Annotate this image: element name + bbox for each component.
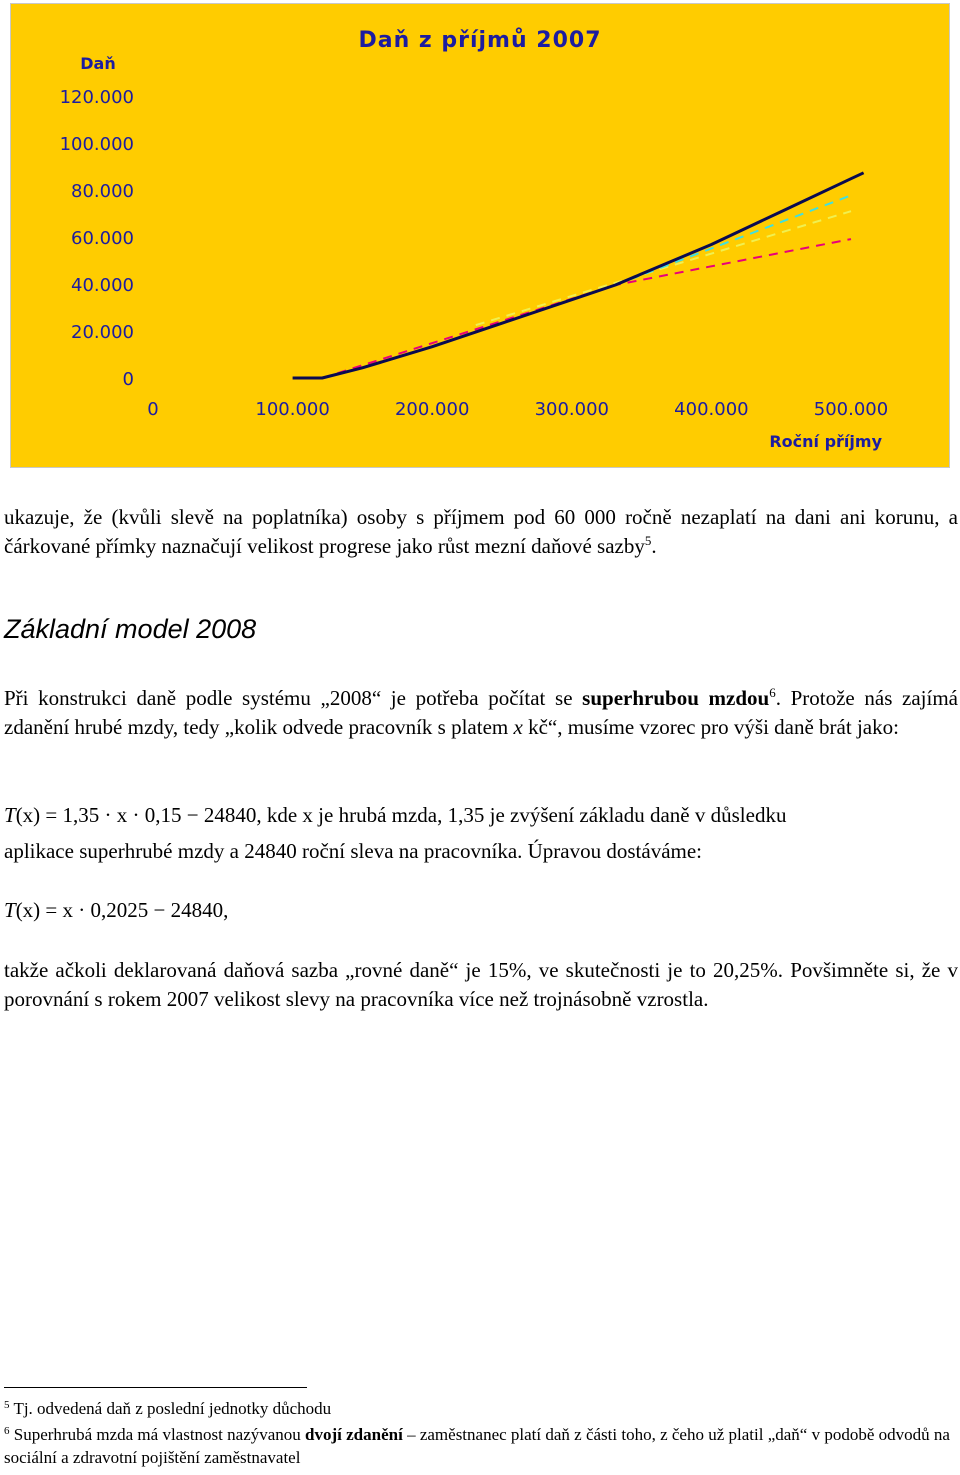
x-tick-label: 400.000 (674, 399, 749, 420)
paragraph-model-part-b: . Protože nás zajímá zdanění hrubé mzdy, tedy „kolik odvede pracovník s platem (4, 686, 958, 739)
footnote-ref-6[interactable]: 6 (769, 685, 776, 700)
y-axis-title: Daň (80, 54, 116, 73)
paragraph-model-part-a: Při konstrukci daně podle systému „2008“ je potřeba počítat se (4, 686, 573, 710)
formula-2-symbol: T (4, 898, 16, 922)
footnote-6-bold-term: dvojí zdanění (305, 1425, 403, 1444)
y-tick-label: 120.000 (59, 87, 134, 108)
paragraph-conclusion: takže ačkoli deklarovaná daňová sazba „rovné daně“ je 15%, ve skutečnosti je to 20,25%. Povšimněte si, že v porovnání s rokem 2007 velikost slevy na pracovníka více než trojnásobně vzrostla. (4, 958, 958, 1011)
y-tick-label: 0 (122, 369, 134, 390)
formula-1-line (4, 801, 958, 830)
footnote-6-number: 6 (4, 1425, 10, 1437)
term-superhruba-mzda: superhrubou mzdou (582, 686, 770, 710)
paragraph-intro (4, 503, 958, 561)
chart-background (11, 4, 950, 468)
footnote-5-number: 5 (4, 1399, 10, 1411)
x-tick-label: 100.000 (255, 399, 330, 420)
y-tick-label: 20.000 (71, 322, 134, 343)
y-tick-label: 80.000 (71, 181, 134, 202)
chart-title: Daň z příjmů 2007 (358, 28, 602, 53)
y-tick-label: 40.000 (71, 275, 134, 296)
footnote-6 (4, 1423, 958, 1469)
section-heading: Základní model 2008 (4, 614, 257, 644)
x-tick-label: 200.000 (394, 399, 470, 420)
formula-1-symbol: T (4, 803, 16, 827)
formula-2-line (4, 896, 958, 925)
formula-2-end: , (223, 898, 229, 922)
chart-svg (10, 3, 950, 468)
formula-2-expression: (x) = x · 0,2025 − 24840 (15, 898, 224, 922)
footnote-6-part-b: – zaměstnanec platí daň z části toho, z čeho už platil „daň“ v podobě odvodů na sociální a zdravotní pojištění zaměstnavatel (4, 1425, 950, 1467)
formula-1-explanation: , kde x je hrubá mzda, 1,35 je zvýšení základu daně v důsledku (256, 803, 787, 827)
paragraph-adjustment: aplikace superhrubé mzdy a 24840 roční sleva na pracovníka. Úpravou dostáváme: (4, 839, 703, 863)
footnote-5-text: Tj. odvedená daň z poslední jednotky důchodu (13, 1399, 332, 1418)
y-tick-label: 60.000 (71, 228, 134, 249)
y-tick-label: 100.000 (59, 134, 134, 155)
footnote-ref-5[interactable]: 5 (644, 533, 652, 548)
x-tick-label: 300.000 (534, 399, 610, 420)
x-tick-label: 500.000 (813, 399, 889, 420)
footnote-5 (4, 1397, 958, 1420)
formula-1 (4, 803, 256, 827)
paragraph-model (4, 684, 958, 742)
tax-chart (10, 3, 950, 468)
paragraph-intro-text: ukazuje, že (kvůli slevě na poplatníka) osoby s příjmem pod 60 000 ročně nezaplatí na dani ani korunu, a čárkované přímky naznačují velikost progrese jako růst mezní daňové sazby (4, 505, 958, 558)
formula-1-expression: (x) = 1,35 · x · 0,15 − 24840 (15, 803, 257, 827)
footnote-6-part-a: Superhrubá mzda má vlastnost nazývanou (13, 1425, 301, 1444)
formula-2 (4, 898, 223, 922)
x-tick-label: 0 (147, 399, 159, 420)
footnote-divider (4, 1387, 307, 1388)
x-axis-title: Roční příjmy (769, 432, 882, 451)
paragraph-intro-end: . (651, 534, 657, 558)
paragraph-model-part-c: kč“, musíme vzorec pro výši daně brát jako: (528, 715, 899, 739)
variable-x: x (513, 715, 523, 739)
